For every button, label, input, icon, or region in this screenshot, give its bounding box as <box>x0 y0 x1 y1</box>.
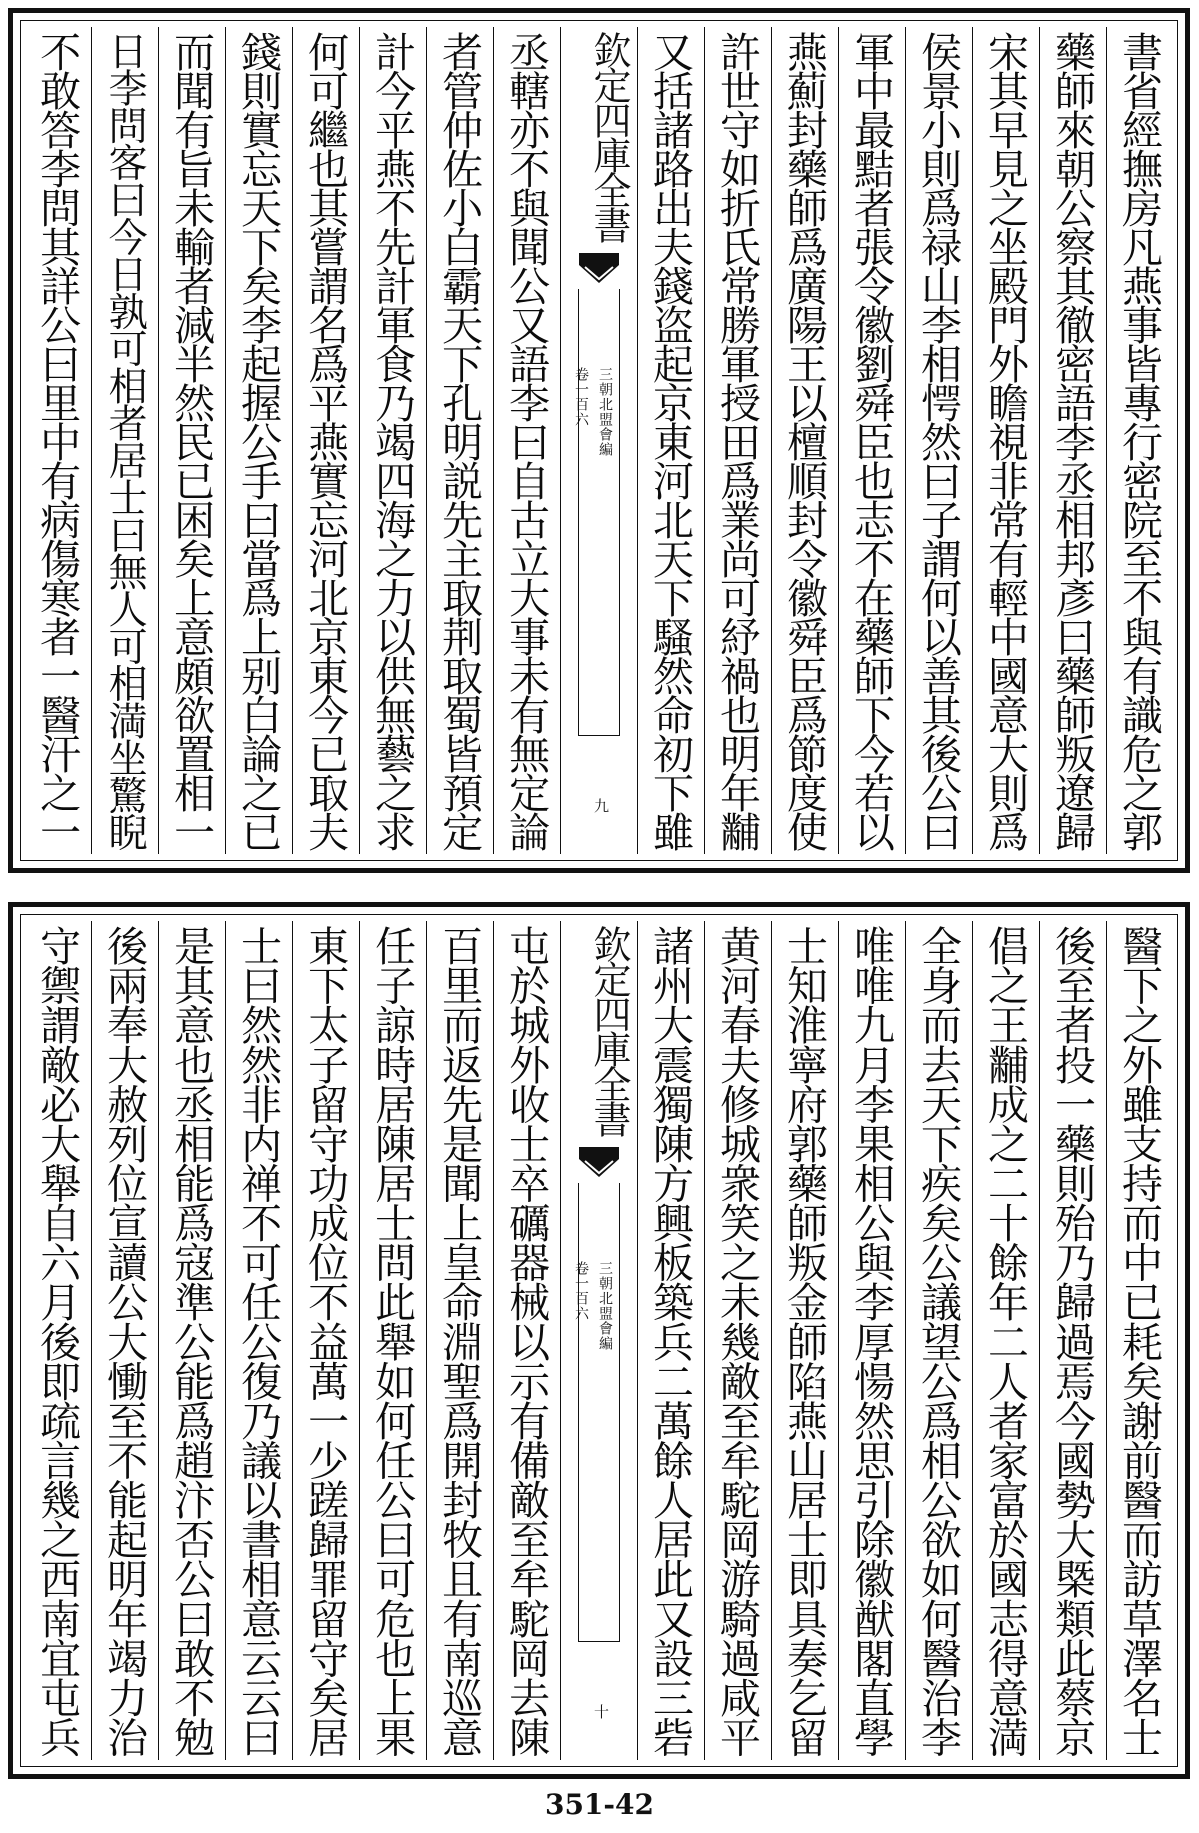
text-column <box>1039 27 1106 854</box>
text-column <box>1106 921 1173 1760</box>
column-text: 者管仲佐小白霸天下孔明説先主取荆取蜀皆預定 <box>435 31 484 850</box>
text-column <box>771 921 838 1760</box>
column-text: 而聞有旨未輸者減半然民已困矣上意頗欲置相一 <box>167 31 216 850</box>
text-column <box>637 921 704 1760</box>
page-number: 十 <box>592 1704 611 1720</box>
fold-line <box>619 1183 621 1642</box>
column-text: 侯景小則爲禄山李相愕然曰子謂何以善其後公曰 <box>914 31 962 850</box>
text-column <box>704 27 771 854</box>
volume-label: 卷一百六 <box>573 1261 590 1321</box>
text-column <box>905 921 972 1760</box>
column-text: 錢則實忘天下矣李起握公手曰當爲上别白論之已 <box>234 31 283 850</box>
fold-title: 欽定四庫全書 <box>587 31 631 241</box>
text-column <box>359 921 426 1760</box>
column-text: 東下太子留守功成位不益萬一少蹉歸罪留守矣居 <box>301 925 350 1757</box>
top-page-columns <box>25 27 1173 854</box>
fold-line <box>578 289 580 736</box>
fish-tail-mark-icon <box>579 1147 619 1183</box>
center-fold <box>560 27 637 854</box>
column-text: 倡之王黼成之二十餘年二人者家富於國志得意満 <box>981 925 1029 1757</box>
column-text: 屯於城外收士卒礪器械以示有備敵至牟駝岡去陳 <box>502 925 551 1757</box>
text-column <box>426 921 493 1760</box>
book-title: 三朝北盟會編 <box>597 1261 614 1351</box>
column-text: 何可繼也其嘗謂名爲平燕實忘河北京東今已取夫 <box>301 31 350 850</box>
volume-label: 卷一百六 <box>573 367 590 427</box>
text-column <box>359 27 426 854</box>
fold-title: 欽定四庫全書 <box>587 925 631 1135</box>
fold-line <box>619 289 621 736</box>
fold-divider <box>578 1641 621 1643</box>
column-text: 醫下之外雖支持而中已耗矣謝前醫而訪草澤名士 <box>1115 925 1163 1757</box>
text-column <box>91 921 158 1760</box>
page-number: 九 <box>592 798 611 814</box>
column-text: 後至者投一藥則殆乃歸過焉今國勢大槩類此蔡京 <box>1048 925 1096 1757</box>
text-column <box>905 27 972 854</box>
text-column <box>637 27 704 854</box>
fish-tail-mark-icon <box>579 253 619 289</box>
bottom-page-columns <box>25 921 1173 1760</box>
column-text: 後兩奉大赦列位宣讀公大慟至不能起明年竭力治 <box>100 925 149 1757</box>
text-column <box>838 27 905 854</box>
text-column <box>91 27 158 854</box>
column-text: 全身而去天下疾矣公議望公爲相公欲如何醫治李 <box>914 925 962 1757</box>
text-column <box>158 921 225 1760</box>
bottom-page <box>8 902 1190 1779</box>
column-text: 守禦謂敵必大舉自六月後即疏言幾之西南宜屯兵 <box>33 925 82 1757</box>
column-text: 諸州大震獨陳方興板築兵二萬餘人居此又設三砦 <box>646 925 694 1757</box>
text-column <box>1106 27 1173 854</box>
column-text: 士知淮寧府郭藥師叛金師陷燕山居士即具奏乞留 <box>780 925 828 1757</box>
column-text: 任子諒時居陳居士問此舉如何任公曰可危也上果 <box>368 925 417 1757</box>
column-text: 不敢答李問其詳公曰里中有病傷寒者一醫汗之一 <box>33 31 82 850</box>
text-column <box>25 27 91 854</box>
column-text: 燕薊封藥師爲廣陽王以檀順封令徽舜臣爲節度使 <box>780 31 828 850</box>
text-column <box>771 27 838 854</box>
text-column <box>225 921 292 1760</box>
text-column <box>972 27 1039 854</box>
column-text: 是其意也丞相能爲寇準公能爲趙汴否公曰敢不勉 <box>167 925 216 1757</box>
text-column <box>838 921 905 1760</box>
column-text: 藥師來朝公察其徹密語李丞相邦彥曰藥師叛遼歸 <box>1048 31 1096 850</box>
text-column <box>704 921 771 1760</box>
book-title: 三朝北盟會編 <box>597 367 614 457</box>
text-column <box>426 27 493 854</box>
top-page <box>8 8 1190 873</box>
column-text: 士曰然然非内禅不可任公復乃議以書相意云云曰 <box>234 925 283 1757</box>
text-column <box>158 27 225 854</box>
text-column <box>292 27 359 854</box>
column-text: 計今平燕不先計軍食乃竭四海之力以供無藝之求 <box>368 31 417 850</box>
text-column <box>493 27 560 854</box>
column-text: 宋其早見之坐殿門外瞻視非常有輕中國意大則爲 <box>981 31 1029 850</box>
fold-divider <box>578 735 621 737</box>
center-fold <box>560 921 637 1760</box>
column-text: 唯唯九月李果相公與李厚愓然思引除徽猷閣直學 <box>847 925 895 1757</box>
column-text: 書省經撫房凡燕事皆專行密院至不與有識危之郭 <box>1115 31 1163 850</box>
text-column <box>972 921 1039 1760</box>
text-column <box>25 921 91 1760</box>
column-text: 許世守如折氏常勝軍授田爲業尚可紓禍也明年黼 <box>713 31 761 850</box>
column-text: 百里而返先是聞上皇命淵聖爲開封牧且有南巡意 <box>435 925 484 1757</box>
text-column <box>1039 921 1106 1760</box>
column-text: 又括諸路出夫錢盗起京東河北天下騷然命初下雖 <box>646 31 694 850</box>
column-text: 丞轄亦不與聞公又語李曰自古立大事未有無定論 <box>502 31 551 850</box>
text-column <box>493 921 560 1760</box>
page-footer-label: 351-42 <box>544 1788 655 1821</box>
text-column <box>292 921 359 1760</box>
column-text: 黄河春夫修城衆笑之未幾敵至牟駝岡游騎過咸平 <box>713 925 761 1757</box>
column-text: 軍中最黠者張令徽劉舜臣也志不在藥師下今若以 <box>847 31 895 850</box>
text-column <box>225 27 292 854</box>
fold-line <box>578 1183 580 1642</box>
column-text: 日李問客曰今日孰可相者居士曰無人可相満坐驚睨 <box>102 31 148 851</box>
